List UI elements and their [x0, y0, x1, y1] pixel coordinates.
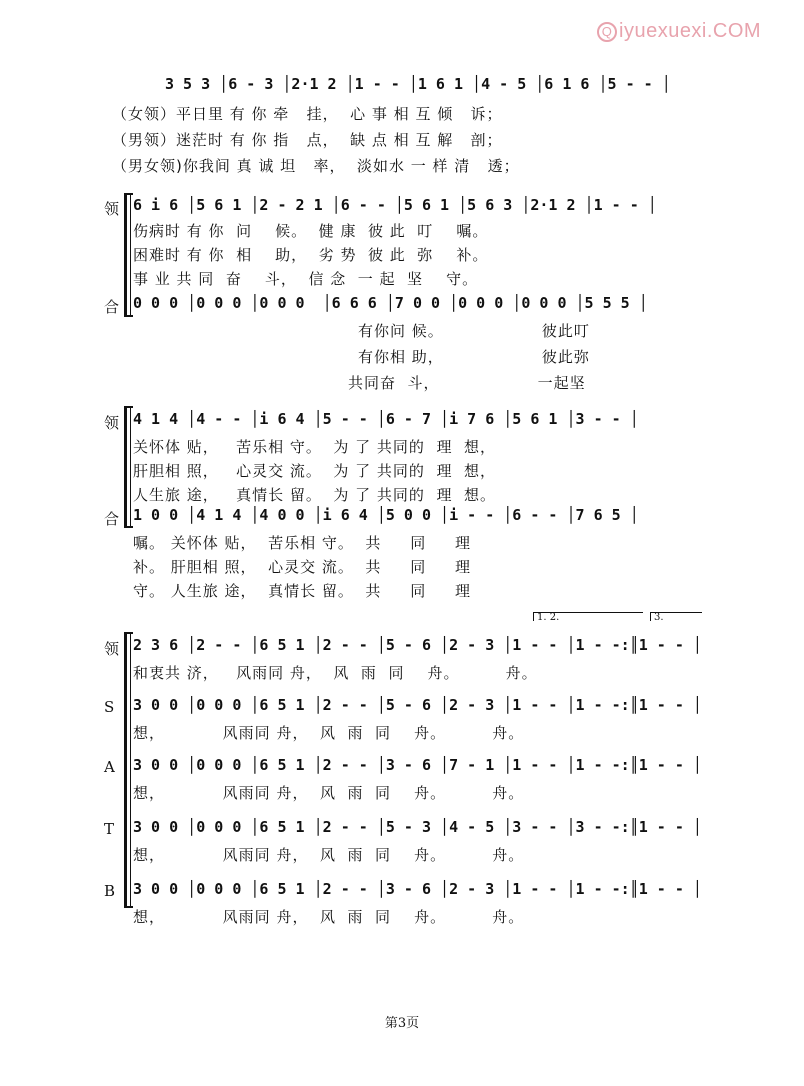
notation-line: 3 0 0 │0 0 0 │6 5 1 │2 - - │5 - 6 │2 - 3 │1 - - │1 - -:║1 - - │: [133, 696, 702, 714]
part-label: S: [104, 698, 115, 716]
lyric-line: （女领）平日里 有 你 牵 挂， 心 事 相 互 倾 诉；: [112, 105, 503, 123]
lyric-line: 补。 肝胆相 照， 心灵交 流。 共 同 理: [133, 558, 472, 576]
lyric-line: （男女领)你我间 真 诚 坦 率， 淡如水 一 样 清 透；: [112, 157, 520, 175]
notation-line: 4 1 4 │4 - - │i 6 4 │5 - - │6 - 7 │i 7 6 │5 6 1 │3 - - │: [133, 410, 639, 428]
notation-line: 1 0 0 │4 1 4 │4 0 0 │i 6 4 │5 0 0 │i - - │6 - - │7 6 5 │: [133, 506, 639, 524]
lyric-line: 困难时 有 你 相 助， 劣 势 彼 此 弥 补。: [133, 246, 489, 264]
volta-bracket: 3.: [650, 612, 702, 621]
lyric-line: 守。 人生旅 途， 真情长 留。 共 同 理: [133, 582, 472, 600]
lyric-line: 共同奋 斗， 一起坚: [348, 374, 586, 392]
lyric-line: 想， 风雨同 舟， 风 雨 同 舟。 舟。: [133, 908, 525, 926]
notation-line: 2 3 6 │2 - - │6 5 1 │2 - - │5 - 6 │2 - 3 │1 - - │1 - -:║1 - - │: [133, 636, 702, 654]
lyric-line: 想， 风雨同 舟， 风 雨 同 舟。 舟。: [133, 784, 525, 802]
lyric-line: 想， 风雨同 舟， 风 雨 同 舟。 舟。: [133, 846, 525, 864]
notation-line: 3 0 0 │0 0 0 │6 5 1 │2 - - │3 - 6 │2 - 3 │1 - - │1 - -:║1 - - │: [133, 880, 702, 898]
system-brace-3: [124, 406, 133, 528]
system-brace-2: [124, 193, 133, 317]
lyric-line: 事 业 共 同 奋 斗， 信 念 一 起 坚 守。: [133, 270, 479, 288]
notation-line: 0 0 0 │0 0 0 │0 0 0 │6 6 6 │7 0 0 │0 0 0 │0 0 0 │5 5 5 │: [133, 294, 648, 312]
watermark-text: iyuexuexi.COM: [619, 20, 762, 42]
part-label: B: [104, 882, 116, 900]
site-watermark: [597, 20, 761, 43]
lyric-line: 肝胆相 照， 心灵交 流。 为 了 共同的 理 想，: [133, 462, 496, 480]
watermark-logo-icon: Q: [597, 22, 617, 42]
part-label: 合: [104, 510, 120, 528]
lyric-line: 嘱。 关怀体 贴， 苦乐相 守。 共 同 理: [133, 534, 472, 552]
page-number: 第3页: [384, 1016, 420, 1031]
lyric-line: 关怀体 贴， 苦乐相 守。 为 了 共同的 理 想，: [133, 438, 496, 456]
lyric-line: 想， 风雨同 舟， 风 雨 同 舟。 舟。: [133, 724, 525, 742]
part-label: 领: [104, 200, 120, 218]
notation-line: 6 i 6 │5 6 1 │2 - 2 1 │6 - - │5 6 1 │5 6 3 │2·1 2 │1 - - │: [133, 196, 657, 214]
part-label: 领: [104, 414, 120, 432]
part-label: 领: [104, 640, 120, 658]
part-label: A: [104, 758, 115, 776]
lyric-line: 有你相 助， 彼此弥: [358, 348, 590, 366]
lyric-line: 伤病时 有 你 问 候。 健 康 彼 此 叮 嘱。: [133, 222, 489, 240]
notation-line: 3 0 0 │0 0 0 │6 5 1 │2 - - │5 - 3 │4 - 5 │3 - - │3 - -:║1 - - │: [133, 818, 702, 836]
lyric-line: 有你问 候。 彼此叮: [358, 322, 590, 340]
lyric-line: 人生旅 途， 真情长 留。 为 了 共同的 理 想。: [133, 486, 496, 504]
lyric-line: （男领）迷茫时 有 你 指 点， 缺 点 相 互 解 剖；: [112, 131, 503, 149]
system-brace-4: [124, 632, 133, 908]
notation-line: 3 0 0 │0 0 0 │6 5 1 │2 - - │3 - 6 │7 - 1 │1 - - │1 - -:║1 - - │: [133, 756, 702, 774]
volta-bracket: 1. 2.: [533, 612, 643, 621]
part-label: 合: [104, 298, 120, 316]
part-label: T: [104, 820, 115, 838]
lyric-line: 和衷共 济， 风雨同 舟， 风 雨 同 舟。 舟。: [133, 664, 538, 682]
notation-line: 3 5 3 │6 - 3 │2·1 2 │1 - - │1 6 1 │4 - 5 │6 1 6 │5 - - │: [165, 75, 671, 93]
